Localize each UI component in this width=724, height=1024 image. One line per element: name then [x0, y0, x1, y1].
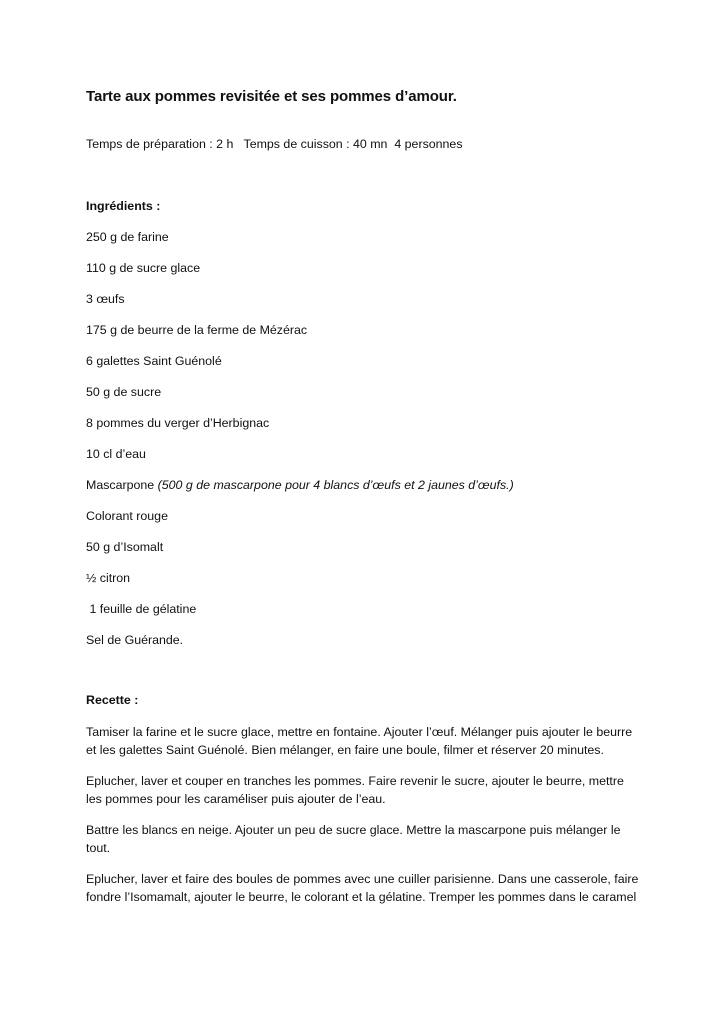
- ingredients-list: [86, 230, 514, 664]
- ingredient-text: 175 g de beurre de la ferme de Mézérac: [86, 323, 308, 337]
- ingredient-text: 8 pommes du verger d’Herbignac: [86, 416, 270, 430]
- recipe-step: Eplucher, laver et couper en tranches les pommes. Faire revenir le sucre, ajouter le beurre, mettre les pommes pour les caraméliser puis ajouter de l’eau.: [86, 774, 624, 806]
- recipe-heading: Recette :: [86, 693, 139, 707]
- ingredient-text: 50 g de sucre: [86, 385, 162, 399]
- ingredient-item: [86, 385, 514, 416]
- ingredient-text: 50 g d’Isomalt: [86, 540, 164, 554]
- ingredient-text: Sel de Guérande.: [86, 633, 184, 647]
- ingredient-text: 10 cl d’eau: [86, 447, 146, 461]
- ingredients-heading: Ingrédients :: [86, 199, 161, 213]
- ingredient-item: [86, 416, 514, 447]
- recipe-meta: Temps de préparation : 2 h Temps de cuisson : 40 mn 4 personnes: [86, 137, 463, 151]
- ingredient-text: 250 g de farine: [86, 230, 169, 244]
- ingredient-text: 1 feuille de gélatine: [86, 602, 197, 616]
- ingredient-item: [86, 323, 514, 354]
- ingredient-item: [86, 509, 514, 540]
- ingredient-item: [86, 571, 514, 602]
- ingredient-item: [86, 230, 514, 261]
- ingredient-note: (500 g de mascarpone pour 4 blancs d’œufs et 2 jaunes d’œufs.): [157, 478, 514, 492]
- ingredient-item: [86, 478, 514, 509]
- ingredient-item: [86, 602, 514, 633]
- ingredient-item: [86, 261, 514, 292]
- ingredient-text: Colorant rouge: [86, 509, 168, 523]
- ingredient-item: [86, 354, 514, 385]
- recipe-steps: [86, 723, 646, 919]
- ingredient-text: 110 g de sucre glace: [86, 261, 201, 275]
- recipe-step: Battre les blancs en neige. Ajouter un peu de sucre glace. Mettre la mascarpone puis mélanger le tout.: [86, 823, 621, 855]
- ingredient-text: Mascarpone: [86, 478, 158, 492]
- recipe-step: Eplucher, laver et faire des boules de pommes avec une cuiller parisienne. Dans une casserole, faire fondre l’Isomamalt, ajouter le beurre, le colorant et la gélatine. Tremper les pommes dans le caramel: [86, 872, 639, 904]
- ingredient-item: [86, 292, 514, 323]
- ingredient-item: [86, 447, 514, 478]
- ingredient-text: ½ citron: [86, 571, 131, 585]
- ingredient-item: [86, 633, 514, 664]
- ingredient-text: 6 galettes Saint Guénolé: [86, 354, 222, 368]
- ingredient-text: 3 œufs: [86, 292, 125, 306]
- ingredient-item: [86, 540, 514, 571]
- recipe-title: Tarte aux pommes revisitée et ses pommes d’amour.: [86, 88, 457, 105]
- recipe-step: Tamiser la farine et le sucre glace, mettre en fontaine. Ajouter l’œuf. Mélanger puis ajouter le beurre et les galettes Saint Guénolé. Bien mélanger, en faire une boule, filmer et réserver 20 minutes.: [86, 725, 633, 757]
